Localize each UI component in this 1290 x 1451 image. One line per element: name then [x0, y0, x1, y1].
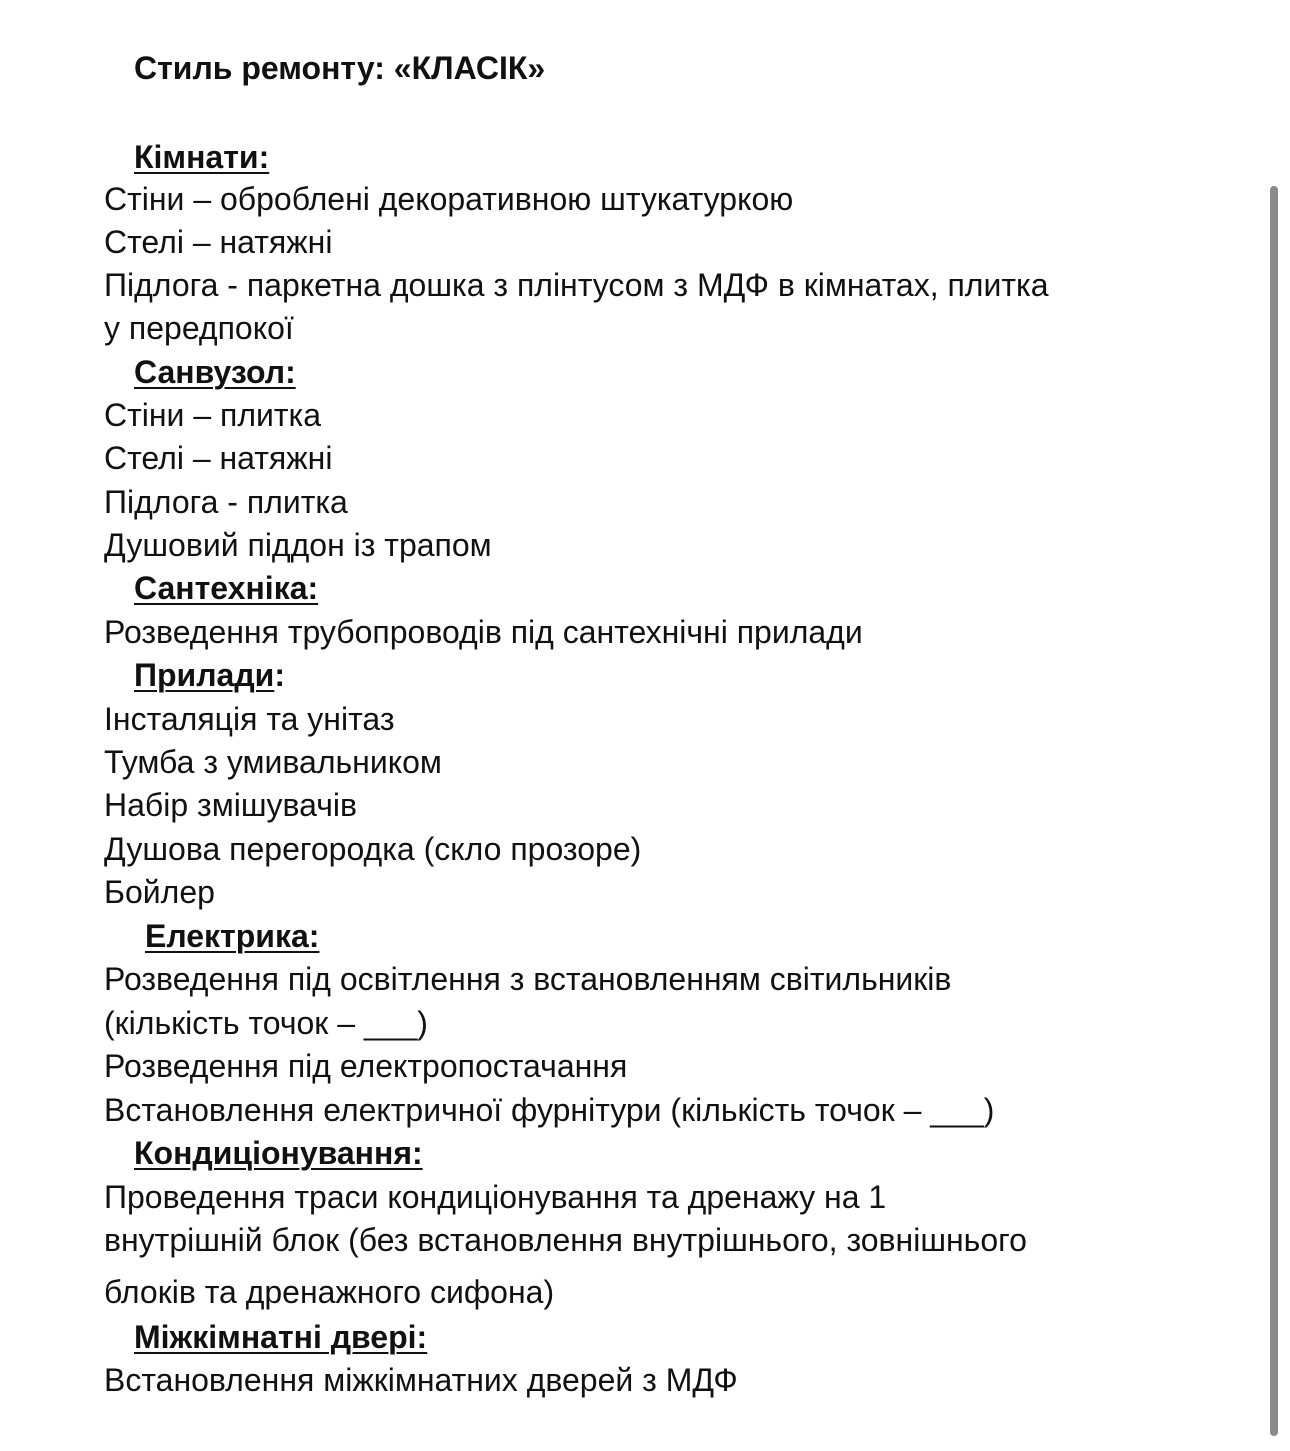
- section-line: Душовий піддон із трапом: [104, 527, 492, 563]
- section-line: Стіни – оброблені декоративною штукатуркою: [104, 181, 794, 217]
- section-line: Встановлення міжкімнатних дверей з МДФ: [104, 1362, 738, 1398]
- section-line: Підлога - паркетна дошка з плінтусом з МДФ в кімнатах, плитка: [104, 267, 1049, 303]
- section-line: Стелі – натяжні: [104, 440, 333, 476]
- section-line: Інсталяція та унітаз: [104, 701, 395, 737]
- section-line: Набір змішувачів: [104, 787, 357, 823]
- section-line: Проведення траси кондиціонування та дренажу на 1: [104, 1179, 887, 1215]
- document-title: Стиль ремонту: «КЛАСІК»: [134, 50, 546, 86]
- section-heading-rooms: Кімнати:: [134, 139, 270, 175]
- section-heading-air-conditioning: Кондиціонування:: [134, 1135, 423, 1171]
- vertical-scrollbar[interactable]: [1270, 186, 1278, 1436]
- section-line: Розведення під електропостачання: [104, 1048, 628, 1084]
- section-line: Стіни – плитка: [104, 397, 322, 433]
- section-line: Підлога - плитка: [104, 484, 348, 520]
- section-line: блоків та дренажного сифона): [104, 1274, 555, 1310]
- section-line: у передпокої: [104, 310, 294, 346]
- section-line: внутрішній блок (без встановлення внутрішнього, зовнішнього: [104, 1222, 1027, 1258]
- section-line: Встановлення електричної фурнітури (кількість точок – ___): [104, 1092, 995, 1128]
- section-line: Тумба з умивальником: [104, 744, 442, 780]
- section-heading-bathroom: Санвузол:: [134, 354, 296, 390]
- section-heading-interior-doors: Міжкімнатні двері:: [134, 1319, 428, 1355]
- section-heading-electrical: Електрика:: [145, 918, 320, 954]
- section-line: Розведення трубопроводів під сантехнічні прилади: [104, 614, 863, 650]
- section-line: Бойлер: [104, 874, 215, 910]
- section-heading-fixtures: Прилади:: [134, 657, 285, 693]
- section-heading-plumbing: Сантехніка:: [134, 570, 319, 606]
- section-line: Душова перегородка (скло прозоре): [104, 831, 642, 867]
- section-line: Стелі – натяжні: [104, 224, 333, 260]
- section-line: Розведення під освітлення з встановленням світильників: [104, 961, 952, 997]
- section-line: (кількість точок – ___): [104, 1005, 428, 1041]
